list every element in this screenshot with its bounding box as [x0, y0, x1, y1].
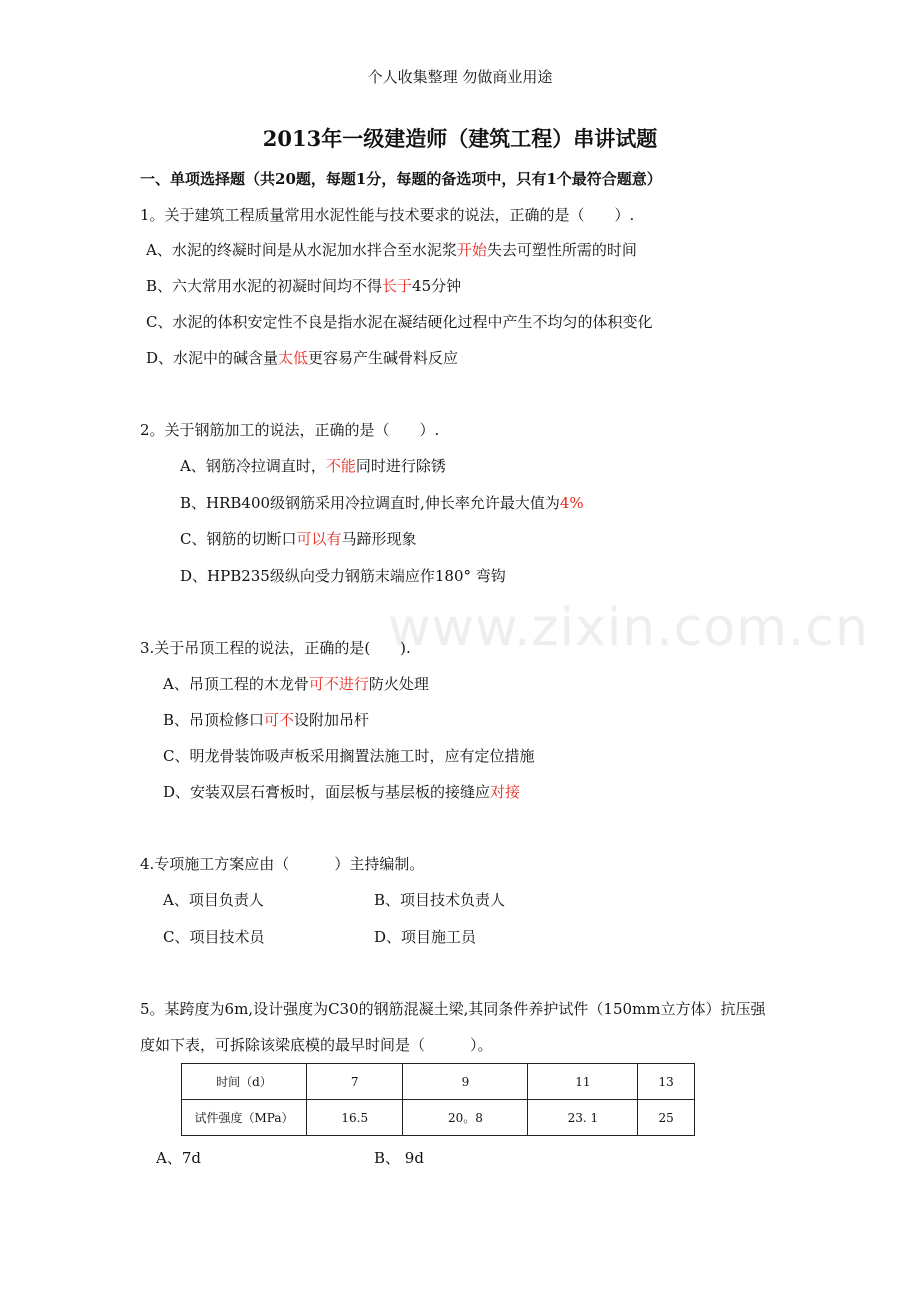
section-heading: 一、单项选择题（共20题，每题1分，每题的备选项中，只有1个最符合题意） — [140, 170, 662, 188]
question-2-option-b: B、HRB400级钢筋采用冷拉调直时,伸长率允许最大值为4% — [180, 494, 584, 512]
question-4-option-a: A、项目负责人 — [163, 891, 264, 909]
question-4-option-c: C、项目技术员 — [163, 928, 265, 946]
table-cell: 时间（d） — [182, 1064, 307, 1100]
question-5-stem-line-1: 5。某跨度为6m,设计强度为C30的钢筋混凝土梁,其同条件养护试件（150mm立方体）抗压强 — [140, 1000, 766, 1018]
question-3-option-a: A、吊顶工程的木龙骨可不进行防火处理 — [163, 675, 429, 693]
table-cell: 16.5 — [307, 1100, 403, 1136]
question-2-option-c: C、钢筋的切断口可以有马蹄形现象 — [180, 530, 417, 548]
question-4-option-d: D、项目施工员 — [374, 928, 477, 946]
question-5-option-b: B、 9d — [374, 1149, 424, 1167]
table-cell: 23. 1 — [528, 1100, 638, 1136]
watermark: www.zixin.com.cn — [388, 598, 869, 658]
question-1-stem: 1。关于建筑工程质量常用水泥性能与技术要求的说法，正确的是（ ）. — [140, 206, 635, 224]
question-5-option-a: A、7d — [156, 1149, 201, 1167]
question-1-option-a: A、水泥的终凝时间是从水泥加水拌合至水泥浆开始失去可塑性所需的时间 — [146, 241, 637, 259]
question-2-option-a: A、钢筋冷拉调直时，不能同时进行除锈 — [180, 457, 446, 475]
question-1-option-d: D、水泥中的碱含量太低更容易产生碱骨料反应 — [146, 349, 459, 367]
question-3-option-b: B、吊顶检修口可不设附加吊杆 — [163, 711, 370, 729]
question-3-option-c: C、明龙骨装饰吸声板采用搁置法施工时，应有定位措施 — [163, 747, 535, 765]
question-1-option-c: C、水泥的体积安定性不良是指水泥在凝结硬化过程中产生不均匀的体积变化 — [146, 313, 653, 331]
page-title: 2013年一级建造师（建筑工程）串讲试题 — [262, 126, 658, 151]
table-cell: 13 — [638, 1064, 695, 1100]
question-3-option-d: D、安装双层石膏板时，面层板与基层板的接缝应对接 — [163, 783, 521, 801]
table-cell: 9 — [403, 1064, 528, 1100]
question-3-stem: 3.关于吊顶工程的说法，正确的是( ). — [140, 639, 411, 657]
table-row — [182, 1100, 695, 1136]
question-5-stem-line-2: 度如下表，可拆除该梁底模的最早时间是（ ）。 — [140, 1036, 493, 1054]
table-cell: 试件强度（MPa） — [182, 1100, 307, 1136]
page-header: 个人收集整理 勿做商业用途 — [367, 68, 553, 86]
table-cell: 25 — [638, 1100, 695, 1136]
question-1-option-b: B、六大常用水泥的初凝时间均不得长于45分钟 — [146, 277, 462, 295]
table-cell: 11 — [528, 1064, 638, 1100]
table-cell: 20。8 — [403, 1100, 528, 1136]
table-cell: 7 — [307, 1064, 403, 1100]
question-4-option-b: B、项目技术负责人 — [374, 891, 506, 909]
question-2-option-d: D、HPB235级纵向受力钢筋末端应作180° 弯钩 — [180, 567, 506, 585]
question-4-stem: 4.专项施工方案应由（ ）主持编制。 — [140, 855, 425, 873]
strength-table — [181, 1063, 695, 1136]
table-row — [182, 1064, 695, 1100]
question-2-stem: 2。关于钢筋加工的说法，正确的是（ ）. — [140, 421, 440, 439]
